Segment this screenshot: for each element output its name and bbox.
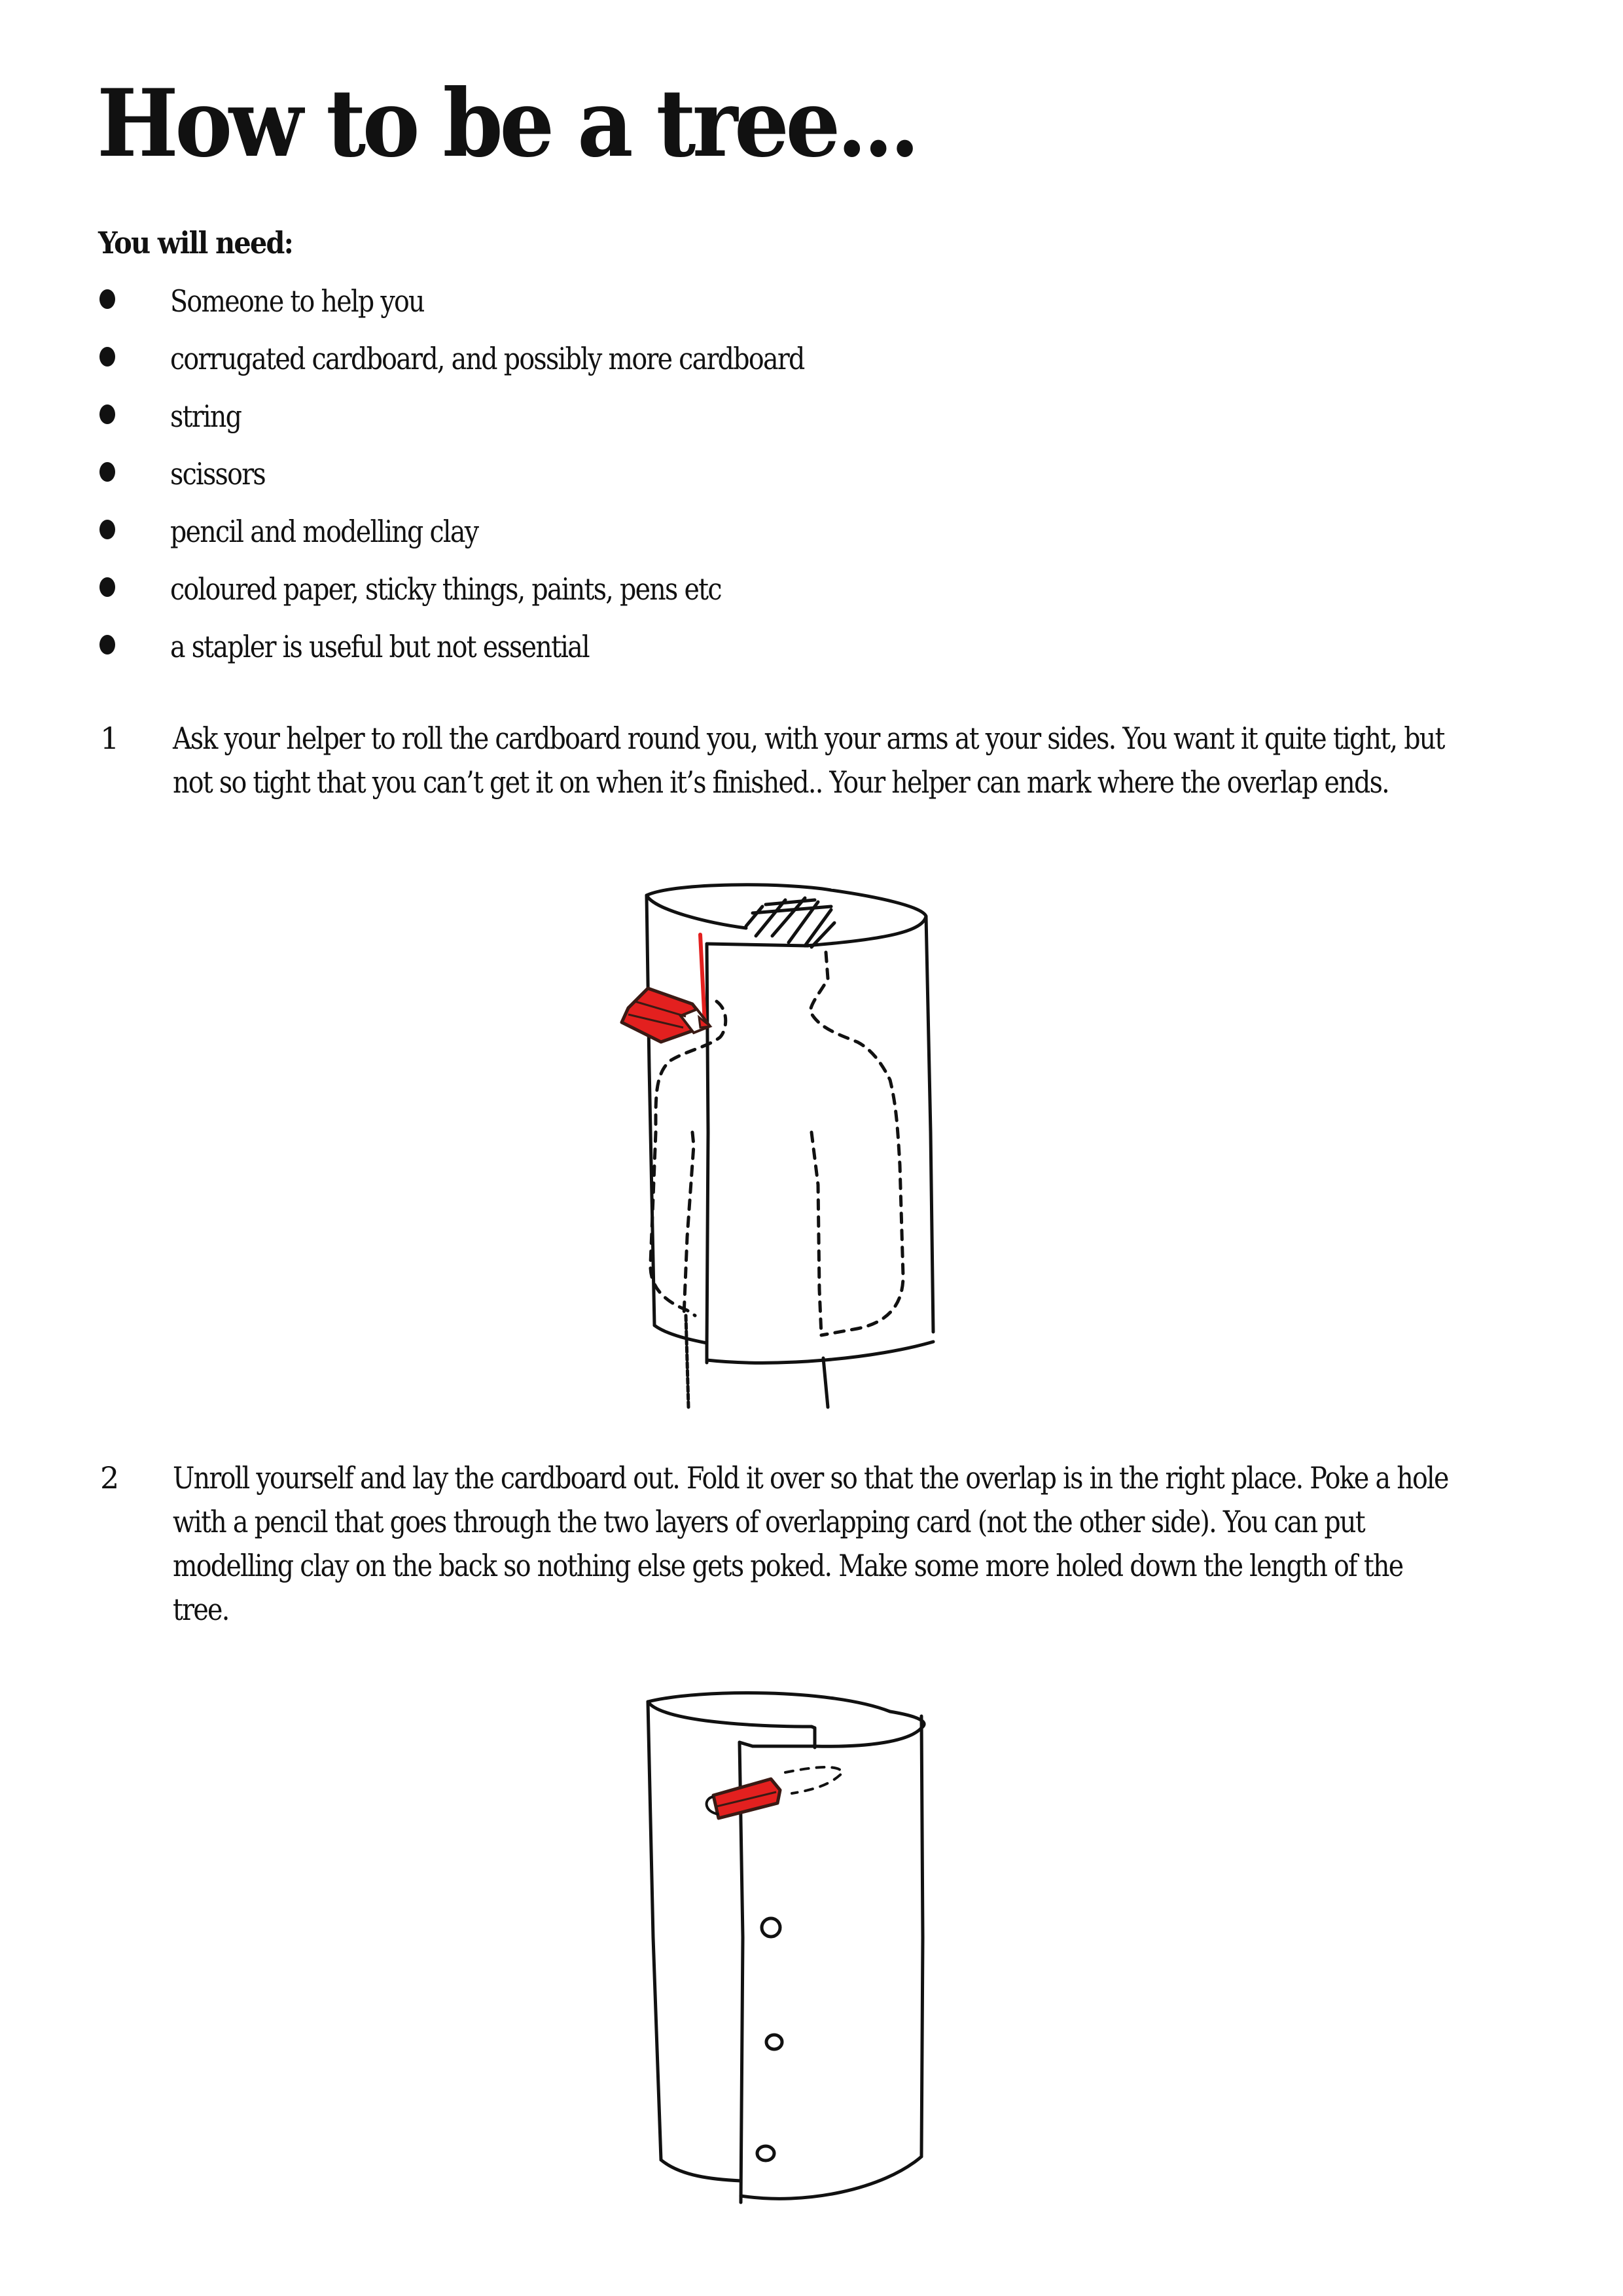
list-item-text: coloured paper, sticky things, paints, pens etc bbox=[170, 571, 721, 607]
bullet-icon bbox=[99, 347, 115, 367]
bullet-icon bbox=[99, 289, 115, 309]
illustration-wrap-person bbox=[615, 870, 955, 1440]
step-number: 1 bbox=[100, 721, 120, 756]
bullet-icon bbox=[99, 577, 115, 597]
illustration-wrap-holes bbox=[622, 1676, 949, 2232]
list-item-text: corrugated cardboard, and possibly more cardboard bbox=[170, 341, 804, 376]
list-item-text: scissors bbox=[170, 456, 265, 492]
step-text: Unroll yourself and lay the cardboard out. Fold it over so that the overlap is in the right place. Poke a hole with a pencil that goes through the two layers of overlapping card (not the other side). You can put modelling clay on the back so nothing else gets poked. Make some more holed down the length of the tree. bbox=[173, 1460, 1448, 1627]
cylinder-person-drawing bbox=[615, 870, 955, 1440]
bullet-icon bbox=[99, 462, 115, 482]
bullet-icon bbox=[99, 404, 115, 424]
red-pencil-icon bbox=[707, 1779, 780, 1818]
list-item-text: a stapler is useful but not essential bbox=[170, 629, 589, 664]
list-item-text: Someone to help you bbox=[170, 283, 424, 319]
materials-heading: You will need: bbox=[98, 225, 293, 260]
step-text: Ask your helper to roll the cardboard round you, with your arms at your sides. You want it quite tight, but not so tight that you can’t get it on when it’s finished.. Your helper can mark where the overlap ends. bbox=[173, 721, 1444, 800]
cylinder-holes-drawing bbox=[622, 1676, 949, 2232]
bullet-icon bbox=[99, 520, 115, 539]
page-title: How to be a tree... bbox=[97, 69, 916, 178]
list-item-text: pencil and modelling clay bbox=[170, 514, 478, 549]
step-number: 2 bbox=[100, 1460, 120, 1496]
bullet-icon bbox=[99, 635, 115, 655]
red-pencil-icon bbox=[622, 988, 710, 1042]
list-item-text: string bbox=[170, 399, 241, 434]
